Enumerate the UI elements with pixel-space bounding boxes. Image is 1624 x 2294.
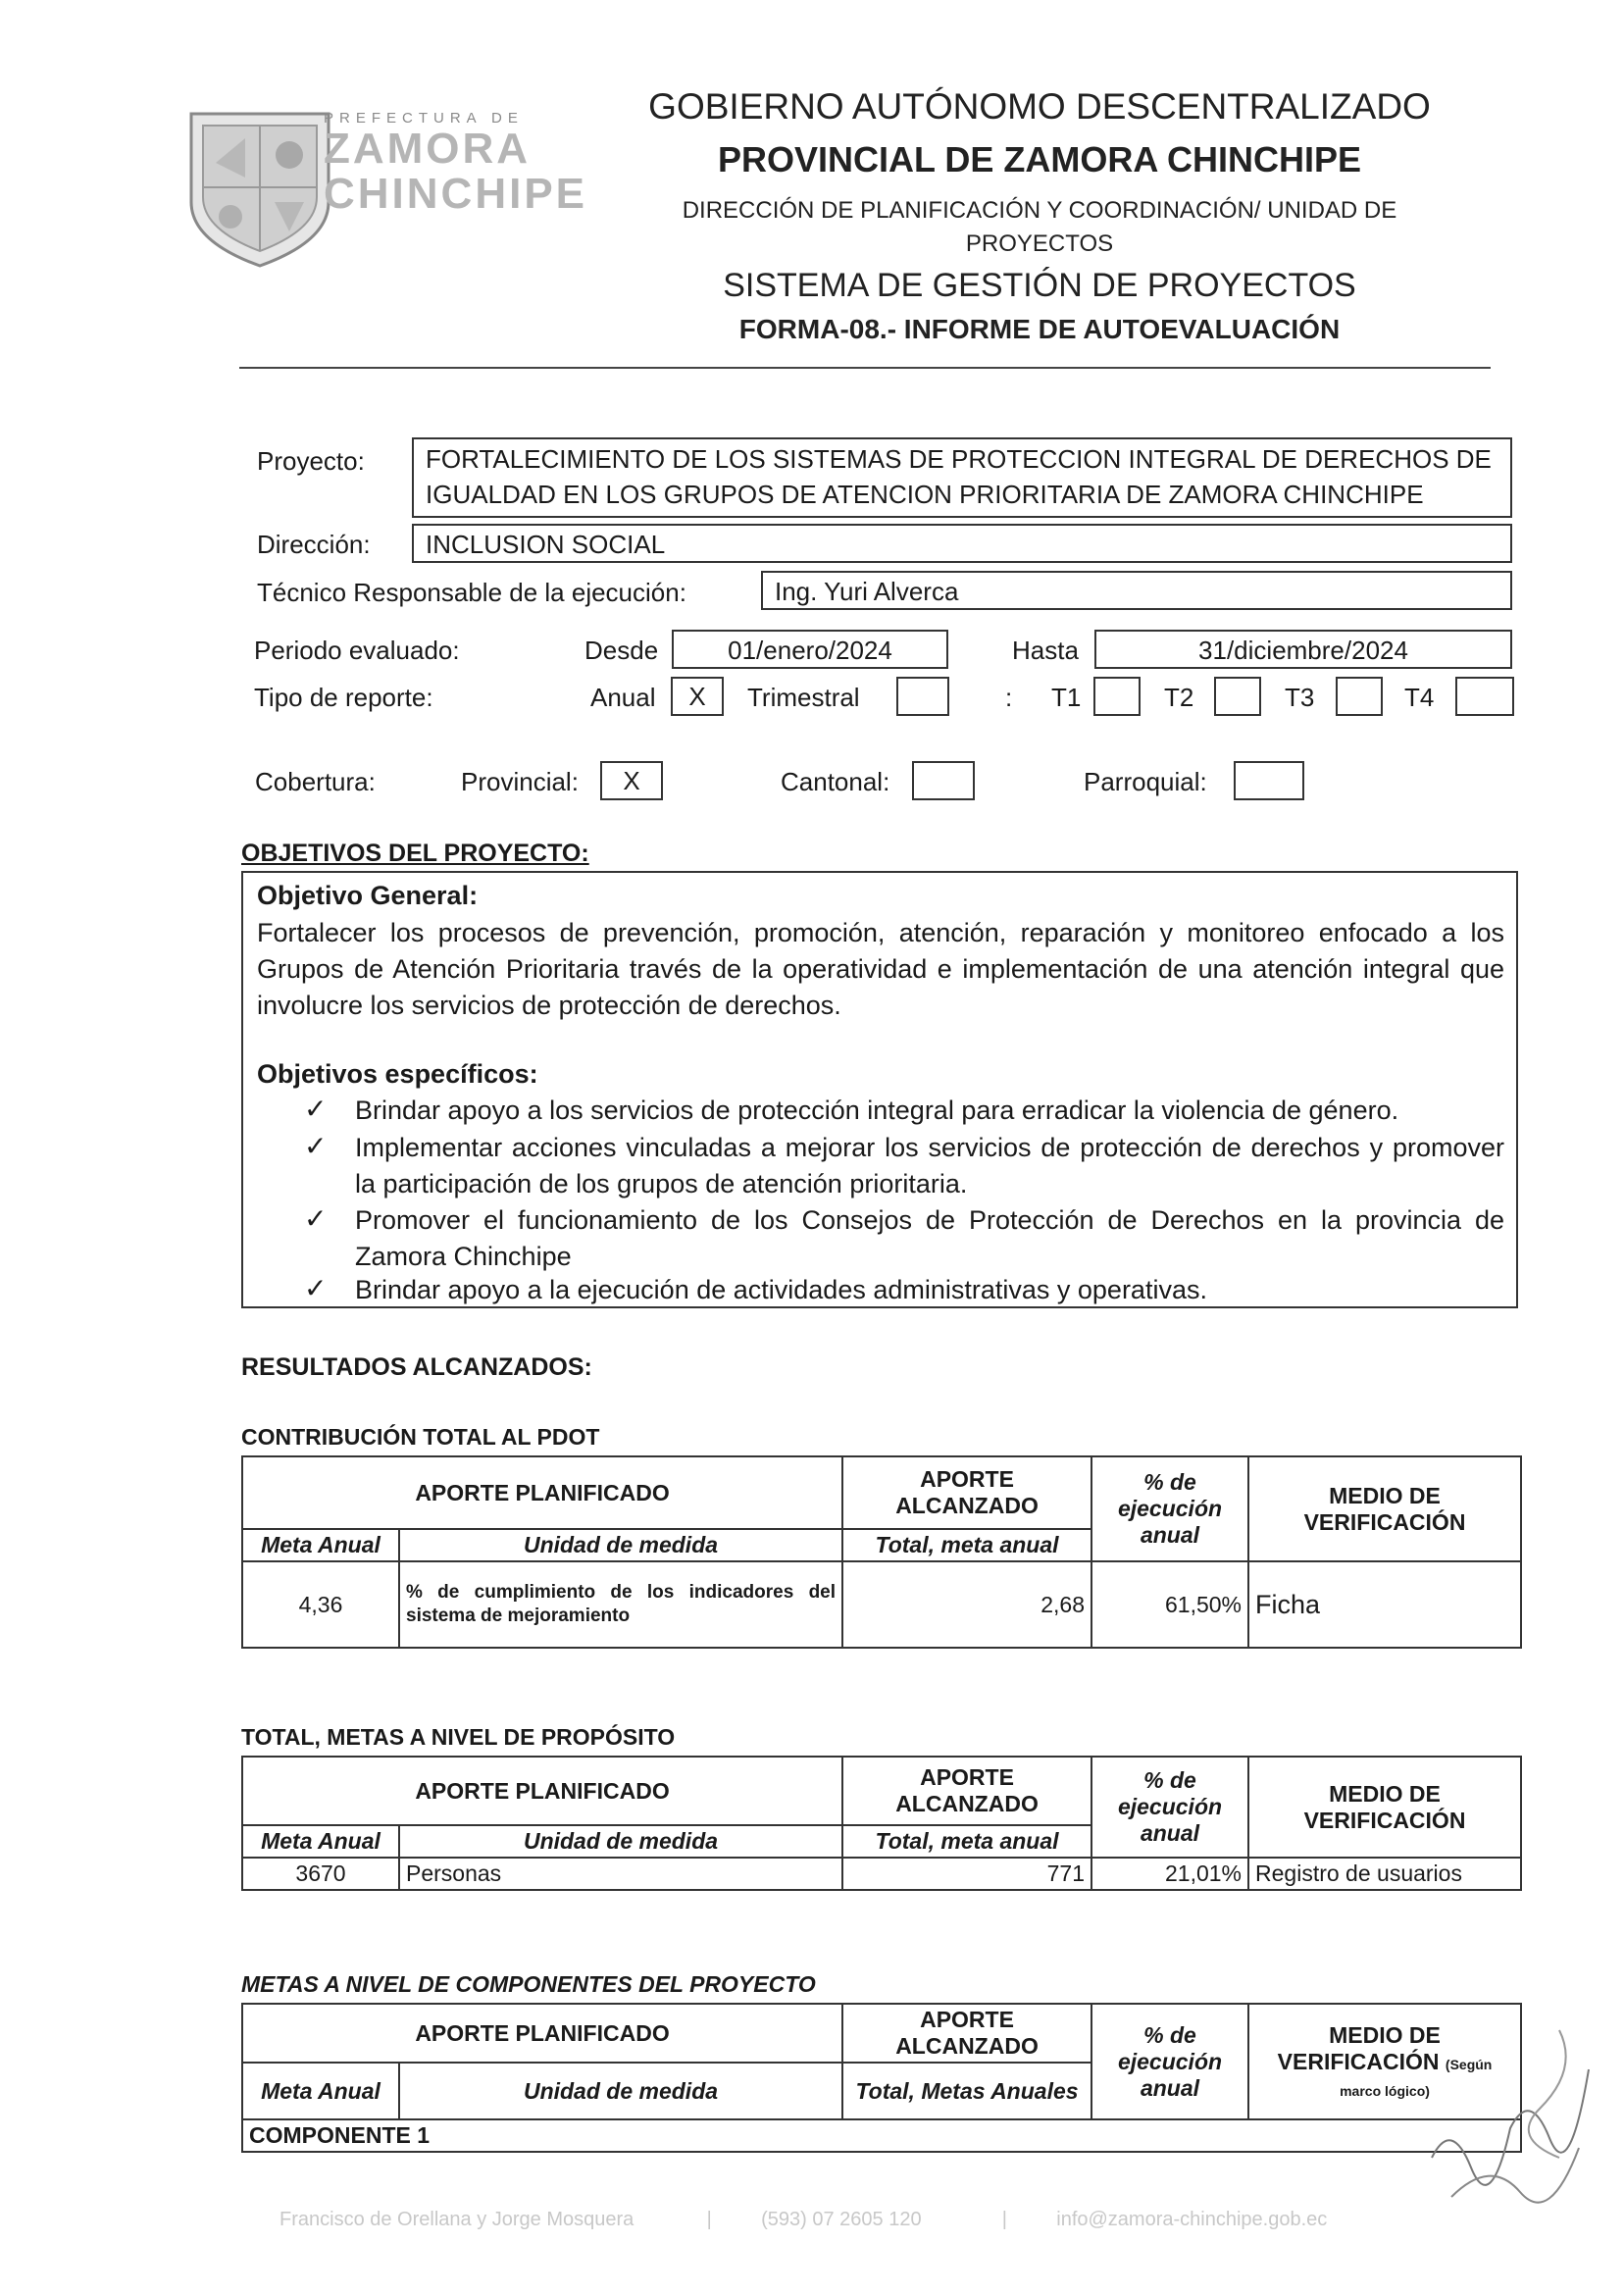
- footer-separator: |: [1001, 2209, 1007, 2230]
- logo-wordmark: [324, 110, 588, 218]
- footer-address: Francisco de Orellana y Jorge Mosquera: [279, 2209, 634, 2230]
- tecnico-label: Técnico Responsable de la ejecución:: [257, 578, 686, 607]
- pdot-medio-cell: Ficha: [1248, 1561, 1521, 1648]
- proposito-h-planificado: APORTE PLANIFICADO: [242, 1757, 842, 1825]
- t4-label: T4: [1404, 683, 1435, 712]
- proyecto-line1: FORTALECIMIENTO DE LOS SISTEMAS DE PROTECCION INTEGRAL DE DERECHOS DE: [426, 444, 1492, 474]
- check-icon: ✓: [304, 1203, 328, 1234]
- proposito-unidad-cell: Personas: [399, 1858, 842, 1890]
- pdot-h-total: Total, meta anual: [842, 1529, 1091, 1561]
- hasta-field[interactable]: 31/diciembre/2024: [1094, 630, 1512, 669]
- proyecto-field[interactable]: [412, 437, 1512, 518]
- header-line2: PROVINCIAL DE ZAMORA CHINCHIPE: [717, 139, 1362, 179]
- tecnico-field[interactable]: Ing. Yuri Alverca: [761, 571, 1512, 610]
- proposito-medio-cell: Registro de usuarios: [1248, 1858, 1521, 1890]
- proposito-ejecucion-cell: 21,01%: [1091, 1858, 1248, 1890]
- t2-checkbox[interactable]: [1214, 677, 1261, 716]
- comp-h-medio-note: (Según marco lógico): [1340, 2056, 1493, 2099]
- cobertura-label: Cobertura:: [255, 767, 376, 796]
- t1-label: T1: [1051, 683, 1082, 712]
- proyecto-label: Proyecto:: [257, 446, 365, 476]
- t1-checkbox[interactable]: [1093, 677, 1141, 716]
- pdot-h-ejecucion: % de ejecución anual: [1091, 1456, 1248, 1561]
- resultados-title: RESULTADOS ALCANZADOS:: [241, 1353, 592, 1381]
- proposito-h-total: Total, meta anual: [842, 1825, 1091, 1858]
- cantonal-label: Cantonal:: [781, 767, 890, 796]
- pdot-h-alcanzado: APORTE ALCANZADO: [842, 1456, 1091, 1529]
- comp-h-unidad: Unidad de medida: [399, 2063, 842, 2119]
- parroquial-checkbox[interactable]: [1234, 761, 1304, 800]
- desde-label: Desde: [584, 636, 659, 665]
- proposito-h-medio: MEDIO DE VERIFICACIÓN: [1248, 1757, 1521, 1858]
- footer-separator: |: [706, 2209, 712, 2230]
- pdot-h-meta: Meta Anual: [242, 1529, 399, 1561]
- comp-h-planificado: APORTE PLANIFICADO: [242, 2004, 842, 2063]
- objetivo-especifico-item: Brindar apoyo a los servicios de protección integral para erradicar la violencia de género.: [355, 1096, 1399, 1125]
- pdot-title: CONTRIBUCIÓN TOTAL AL PDOT: [241, 1424, 600, 1450]
- direccion-label: Dirección:: [257, 530, 371, 559]
- proposito-h-ejecucion: % de ejecución anual: [1091, 1757, 1248, 1858]
- componente-row-label: COMPONENTE 1: [242, 2119, 1521, 2152]
- logo-zamora-text: ZAMORA: [324, 125, 532, 173]
- tipo-label: Tipo de reporte:: [254, 683, 433, 712]
- pdot-h-unidad: Unidad de medida: [399, 1529, 842, 1561]
- header-divider: [239, 367, 1491, 369]
- direccion-field[interactable]: INCLUSION SOCIAL: [412, 524, 1512, 563]
- table-row: [242, 1561, 1521, 1648]
- comp-h-alcanzado: APORTE ALCANZADO: [842, 2004, 1091, 2063]
- prefectura-logo: [181, 94, 338, 271]
- t3-checkbox[interactable]: [1336, 677, 1383, 716]
- header-line1: GOBIERNO AUTÓNOMO DESCENTRALIZADO: [648, 86, 1431, 127]
- pdot-ejecucion-cell: 61,50%: [1091, 1561, 1248, 1648]
- pdot-table: [241, 1455, 1522, 1649]
- objetivo-especifico-item: Promover el funcionamiento de los Consejos de Protección de Derechos en la provincia de Zamora Chinchipe: [355, 1205, 1504, 1271]
- objetivos-title: OBJETIVOS DEL PROYECTO:: [241, 840, 589, 867]
- comp-h-ejecucion: % de ejecución anual: [1091, 2004, 1248, 2119]
- check-icon: ✓: [304, 1094, 328, 1124]
- colon-label: :: [1005, 683, 1013, 712]
- pdot-h-medio: MEDIO DE VERIFICACIÓN: [1248, 1456, 1521, 1561]
- anual-label: Anual: [590, 683, 656, 712]
- table-row: [242, 1858, 1521, 1890]
- pdot-h-planificado: APORTE PLANIFICADO: [242, 1456, 842, 1529]
- hasta-label: Hasta: [1012, 636, 1079, 665]
- header-line3b: PROYECTOS: [965, 230, 1114, 257]
- desde-field[interactable]: 01/enero/2024: [672, 630, 948, 669]
- proposito-h-alcanzado: APORTE ALCANZADO: [842, 1757, 1091, 1825]
- proposito-h-meta: Meta Anual: [242, 1825, 399, 1858]
- comp-h-meta: Meta Anual: [242, 2063, 399, 2119]
- header-line4: SISTEMA DE GESTIÓN DE PROYECTOS: [723, 267, 1356, 304]
- objetivo-general-text: Fortalecer los procesos de prevención, promoción, atención, reparación y monitoreo enfocado a los Grupos de Atención Prioritaria través de la operatividad e implementación de una atención integral que involucre los servicios de protección de derechos.: [257, 918, 1504, 1020]
- provincial-label: Provincial:: [461, 767, 579, 796]
- footer-phone: (593) 07 2605 120: [761, 2209, 922, 2230]
- parroquial-label: Parroquial:: [1084, 767, 1207, 796]
- pdot-unidad-cell: % de cumplimiento de los indicadores del sistema de mejoramiento: [399, 1561, 842, 1648]
- proposito-h-unidad: Unidad de medida: [399, 1825, 842, 1858]
- header-line3a: DIRECCIÓN DE PLANIFICACIÓN Y COORDINACIÓN/ UNIDAD DE: [682, 197, 1397, 224]
- objetivo-especifico-item: Brindar apoyo a la ejecución de actividades administrativas y operativas.: [355, 1275, 1207, 1304]
- table-row: [242, 2119, 1521, 2152]
- check-icon: ✓: [304, 1273, 328, 1303]
- logo-small-text: PREFECTURA DE: [324, 110, 524, 127]
- handwritten-signature: [1412, 2011, 1608, 2226]
- periodo-label: Periodo evaluado:: [254, 636, 460, 665]
- header-line3: [608, 194, 1471, 261]
- comp-h-total: Total, Metas Anuales: [842, 2063, 1091, 2119]
- proposito-title: TOTAL, METAS A NIVEL DE PROPÓSITO: [241, 1724, 676, 1750]
- proposito-total-cell: 771: [842, 1858, 1091, 1890]
- check-icon: ✓: [304, 1131, 328, 1161]
- proposito-table: [241, 1756, 1522, 1891]
- footer: [279, 2209, 1397, 2231]
- footer-email: info@zamora-chinchipe.gob.ec: [1056, 2209, 1328, 2230]
- cantonal-checkbox[interactable]: [912, 761, 975, 800]
- pdot-total-cell: 2,68: [842, 1561, 1091, 1648]
- trimestral-checkbox[interactable]: [896, 677, 949, 716]
- t3-label: T3: [1285, 683, 1315, 712]
- objetivo-especifico-item: Implementar acciones vinculadas a mejorar los servicios de protección de derechos y promover la participación de los grupos de atención prioritaria.: [355, 1133, 1504, 1198]
- componentes-title: METAS A NIVEL DE COMPONENTES DEL PROYECTO: [241, 1971, 816, 1997]
- componentes-table: [241, 2003, 1522, 2153]
- t4-checkbox[interactable]: [1455, 677, 1514, 716]
- provincial-checkbox[interactable]: X: [600, 761, 663, 800]
- trimestral-label: Trimestral: [747, 683, 860, 712]
- objetivos-especificos-title: Objetivos específicos:: [257, 1059, 538, 1089]
- proposito-meta-cell: 3670: [242, 1858, 399, 1890]
- logo-chinchipe-text: CHINCHIPE: [324, 170, 588, 218]
- pdot-meta-cell: 4,36: [242, 1561, 399, 1648]
- comp-h-medio-label: MEDIO DE VERIFICACIÓN: [1277, 2021, 1441, 2074]
- proyecto-line2: IGUALDAD EN LOS GRUPOS DE ATENCION PRIORITARIA DE ZAMORA CHINCHIPE: [426, 480, 1424, 509]
- anual-checkbox[interactable]: X: [671, 677, 724, 716]
- t2-label: T2: [1164, 683, 1194, 712]
- form-title: FORMA-08.- INFORME DE AUTOEVALUACIÓN: [738, 314, 1341, 344]
- objetivo-general-title: Objetivo General:: [257, 881, 479, 910]
